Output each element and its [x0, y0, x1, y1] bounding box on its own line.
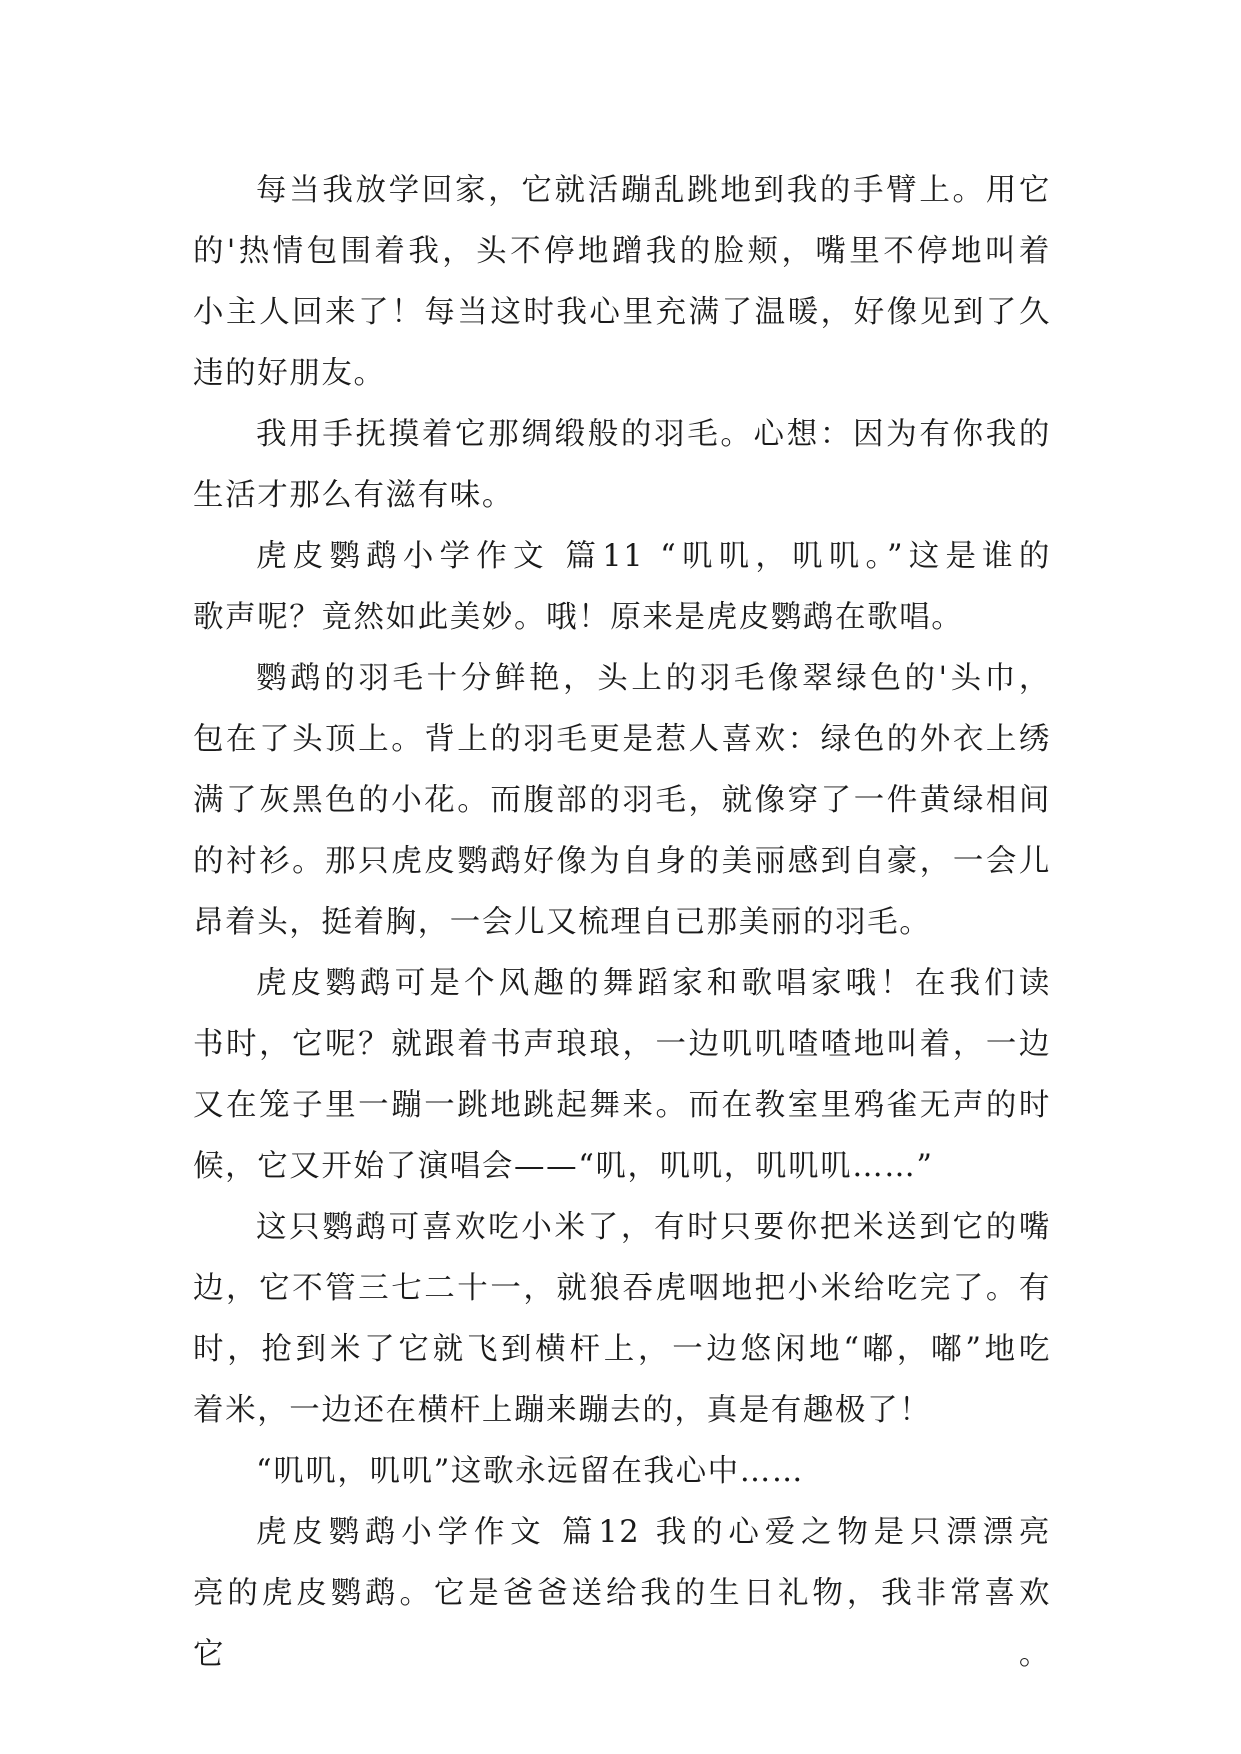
text-line: 鹦鹉的羽毛十分鲜艳，头上的羽毛像翠绿色的'头巾， — [256, 661, 1051, 696]
text-line: 这只鹦鹉可喜欢吃小米了，有时只要你把米送到它的嘴 — [256, 1210, 1051, 1245]
text-line: 小主人回来了！每当这时我心里充满了温暖，好像见到了久 — [193, 295, 1051, 330]
text-line: 昂着头，挺着胸，一会儿又梳理自已那美丽的羽毛。 — [193, 905, 932, 940]
text-line: “叽叽，叽叽”这歌永远留在我心中…… — [256, 1454, 804, 1489]
text-line: 包在了头顶上。背上的羽毛更是惹人喜欢：绿色的外衣上绣 — [193, 722, 1051, 757]
text-line: 的衬衫。那只虎皮鹦鹉好像为自身的美丽感到自豪，一会儿 — [193, 844, 1051, 879]
text-line: 书时，它呢？就跟着书声琅琅，一边叽叽喳喳地叫着，一边 — [193, 1027, 1051, 1062]
text-line: 的'热情包围着我，头不停地蹭我的脸颊，嘴里不停地叫着 — [193, 234, 1051, 269]
text-line: 歌声呢？竟然如此美妙。哦！原来是虎皮鹦鹉在歌唱。 — [193, 600, 964, 635]
text-line: 虎皮鹦鹉小学作文 篇12 我的心爱之物是只漂漂亮 — [256, 1515, 1051, 1550]
text-line: 亮的虎皮鹦鹉。它是爸爸送给我的生日礼物，我非常喜欢它。 — [193, 1576, 1051, 1672]
text-line: 满了灰黑色的小花。而腹部的羽毛，就像穿了一件黄绿相间 — [193, 783, 1051, 818]
text-line: 时，抢到米了它就飞到横杆上，一边悠闲地“嘟，嘟”地吃 — [193, 1332, 1051, 1367]
text-line: 每当我放学回家，它就活蹦乱跳地到我的手臂上。用它 — [256, 173, 1051, 208]
text-line: 虎皮鹦鹉可是个风趣的舞蹈家和歌唱家哦！在我们读 — [256, 966, 1051, 1001]
text-line: 我用手抚摸着它那绸缎般的羽毛。心想：因为有你我的 — [256, 417, 1051, 452]
text-line: 生活才那么有滋有味。 — [193, 478, 514, 513]
text-line: 违的好朋友。 — [193, 356, 386, 391]
text-line: 又在笼子里一蹦一跳地跳起舞来。而在教室里鸦雀无声的时 — [193, 1088, 1051, 1123]
text-line: 着米，一边还在横杆上蹦来蹦去的，真是有趣极了！ — [193, 1393, 932, 1428]
text-line: 虎皮鹦鹉小学作文 篇11 “叽叽，叽叽。”这是谁的 — [256, 539, 1051, 574]
text-line: 边，它不管三七二十一，就狼吞虎咽地把小米给吃完了。有 — [193, 1271, 1051, 1306]
text-line: 候，它又开始了演唱会——“叽，叽叽，叽叽叽……” — [193, 1149, 934, 1184]
body-text — [193, 160, 1051, 1672]
